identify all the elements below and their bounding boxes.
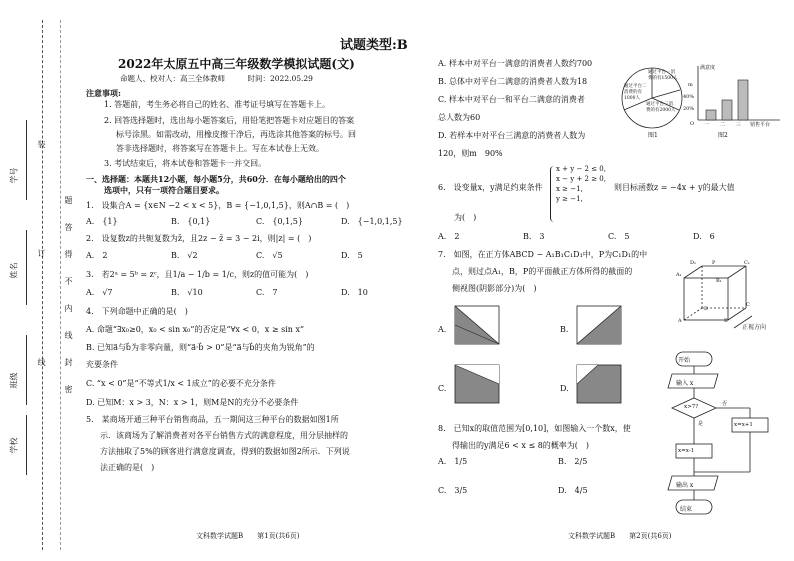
cube-label: D [704,306,709,312]
notice-line: 1. 答题前，考生务必将自己的姓名、准考证号填写在答题卡上。 [104,100,331,109]
q5-line: 5. 某商场开通三种平台销售商品，五一期间这三种平台的数据如图1所 [86,415,339,424]
number-label: 学号 [9,167,19,184]
cube-label: B [724,318,728,324]
q8-options [438,456,678,496]
seal-char: 内 [64,304,73,313]
q7-figure-b[interactable] [576,305,622,345]
q2-options [86,250,426,261]
q7-option-a[interactable]: A. [438,325,447,334]
q8-option-c[interactable]: C. 3/5 [438,486,468,495]
seal-text [63,196,75,412]
flow-start: 开始 [678,357,691,364]
cube-label: A [678,318,682,324]
q5-options [438,58,638,159]
bar-mark [722,100,732,120]
q8-line: 8. 已知x的取值范围为[0,10]，如图输入一个数x，使 [438,424,631,433]
bar-caption: 图2 [718,132,728,139]
flow-yes: 是 [698,421,704,427]
q3-stem: 3. 若2ᵃ = 5ᵇ = zᶜ，且1/a − 1/b = 1/c，则z的值可能为( ) [86,270,309,279]
flow-end: 结束 [680,506,693,513]
q3-option-d[interactable]: D. 10 [341,288,368,297]
bar-ylabel: 满意度 [700,65,716,71]
section-heading: 选项中，只有一项符合题目要求。 [104,185,224,195]
q5-option-b[interactable]: B. 总体中对平台二满意的消费者人数为18 [438,77,588,86]
notice-line: 标号涂黑。如需改动，用橡皮擦干净后，再选涂其他答案的标号。回 [116,130,356,139]
q2-option-d[interactable]: D. 5 [341,251,363,260]
q6-stem: 6. 设变量x，y满足约束条件 [438,183,543,192]
footer-right: 文科数学试题B 第2页(共6页) [568,532,672,540]
bar-origin: O [690,121,695,127]
flowchart [656,346,786,536]
q6-constraints [556,164,606,204]
cube-label: D₁ [690,260,697,266]
flow-left: x=x-1 [678,448,695,454]
flow-cond: x>7? [684,404,699,410]
bar-cat: 二 [720,122,726,128]
q2-option-c[interactable]: C. √5 [256,251,283,260]
pie-caption: 图1 [648,132,658,139]
q4-stem: 4. 下列命题中正确的是( ) [86,307,188,316]
q1-options [86,216,426,227]
q8-line: 得输出的y满足6 < x ≤ 8的概率为( ) [452,441,590,450]
q1-option-b[interactable]: B. {0,1} [171,217,211,226]
bar-tick: 20% [683,106,695,112]
notice-line: 2. 回答选择题时，选出每小题答案后，用铅笔把答题卡对应题目的答案 [104,116,355,125]
flow-input: 输入 x [676,380,694,387]
q7-option-d[interactable]: D. [560,384,569,393]
bar-tick: 40% [683,94,695,100]
flow-no: 否 [722,401,728,407]
q5-line: 方法抽取了5%的顾客进行满意度调查，得到的数据如图2所示．下列说 [100,447,350,456]
q4-option-c[interactable]: C. “x < 0”是“不等式1/x < 1成立”的必要不充分条件 [86,379,276,388]
q7-text [438,249,647,294]
q1-option-a[interactable]: A. {1} [86,217,118,226]
q7-figure-a[interactable] [454,305,500,345]
q6-constraint: x + y − 2 ≤ 0, [556,165,606,173]
seal-line [60,20,62,550]
cut-char: 线 [37,358,46,367]
test-type: 试题类型:B [340,38,408,53]
q3-option-b[interactable]: B. √10 [171,288,203,297]
class-label: 班级 [9,372,19,389]
notice-line: 答非选择题时，将答案写在答题卡上。写在本试卷上无效。 [116,144,324,153]
cut-char: 订 [37,249,46,258]
q5-line: 法正确的是( ) [100,463,155,472]
cube-label: B₁ [716,278,722,284]
q7-option-c[interactable]: C. [438,384,447,393]
cube-label: P [712,260,716,266]
footer-left: 文科数学试题B 第1页(共6页) [196,532,300,540]
pie-slice-2: 通过平台二消费的有1000人 [624,84,647,101]
q3-options [86,287,426,298]
q7-figure-c[interactable] [454,364,500,404]
q5-option-c[interactable]: C. 样本中对平台一和平台二满意的消费者 [438,95,585,104]
q8-option-d[interactable]: D. 4/5 [558,486,588,495]
q3-option-a[interactable]: A. √7 [86,288,113,297]
q1-stem: 1. 设集合A = {x∈N −2 < x < 5}，B = {−1,0,1,5}，则A∩B = ( ) [86,201,350,210]
number-blank[interactable] [26,120,27,200]
q4-option-d[interactable]: D. 已知M：x > 3，N：x > 1，则M是N的充分不必要条件 [86,398,299,407]
q5-option-d[interactable]: D. 若样本中对平台三满意的消费者人数为 [438,131,586,140]
school-label: 学校 [9,437,19,454]
q5-option-a[interactable]: A. 样本中对平台一满意的消费者人数约700 [438,59,593,68]
q6-option-c[interactable]: C. 5 [608,232,630,241]
q6-option-a[interactable]: A. 2 [438,232,460,241]
q8-text [438,423,631,451]
cube-label: C₁ [744,260,750,266]
flow-output: 输出 x [676,482,694,489]
seal-char: 得 [64,250,73,259]
q5-line: 示．该商场为了解消费者对各平台销售方式的满意程度，用分层抽样的 [100,431,348,440]
q6-constraint: x − y + 2 ≥ 0, [556,175,606,183]
seal-char: 密 [64,385,73,394]
q7-line: 点，则过点A₁，B，P的平面截正方体所得的截面的 [452,267,633,276]
section-heading: 一、选择题：本题共12小题，每小题5分，共60分．在每小题给出的四个 [86,174,346,184]
cube-figure [676,262,788,334]
pie-slice-3: 通过平台三消费的有2000人 [646,102,676,113]
cube-label: A₁ [676,272,682,278]
q1-option-d[interactable]: D. {−1,0,1,5} [341,217,403,226]
class-blank[interactable] [26,335,27,405]
seal-char: 答 [64,223,73,232]
bar-mark [738,80,748,120]
q6-constraint: x ≥ −1, [556,185,583,193]
seal-char: 封 [64,358,73,367]
name-blank[interactable] [26,230,27,305]
cut-char: 装 [37,140,46,149]
q8-option-a[interactable]: A. 1/5 [438,457,468,466]
q7-figure-d[interactable] [576,364,622,404]
seal-char: 线 [64,331,73,340]
seal-char: 不 [64,277,73,286]
pie-slice-1: 通过平台一消费的有1500人 [648,70,678,81]
bar-cat: 三 [736,122,742,128]
notice-line: 3. 考试结束后，将本试卷和答题卡一并交回。 [104,159,267,168]
bar-cat: 一 [704,122,710,128]
cut-text [36,140,48,367]
bar-tick: m [688,82,693,88]
bar-xlabel: 销售平台 [750,122,771,128]
name-label: 姓名 [9,262,19,279]
seal-char: 题 [64,196,73,205]
q6-tail2: 为( ) [454,213,477,222]
q6-options [438,231,778,242]
school-blank[interactable] [26,415,27,475]
page-title: 2022年太原五中高三年级数学模拟试题(文) [118,57,355,71]
q3-option-c[interactable]: C. 7 [256,288,278,297]
q2-option-b[interactable]: B. √2 [171,251,198,260]
q7-option-b[interactable]: B. [560,325,569,334]
q6-option-d[interactable]: D. 6 [693,232,715,241]
q6-tail: 则目标函数z = −4x + y的最大值 [614,183,735,192]
q2-option-a[interactable]: A. 2 [86,251,108,260]
q6-constraint: y ≥ −1, [556,195,583,203]
view-direction: 正视方向 [742,324,767,331]
q6-brace [550,166,554,222]
q8-option-b[interactable]: B. 2/5 [558,457,588,466]
q1-option-c[interactable]: C. {0,1,5} [256,217,303,226]
q6-option-b[interactable]: B. 3 [523,232,545,241]
notice-title: 注意事项: [86,88,121,98]
q4-option-b-cont: 充要条件 [86,360,118,369]
q7-line: 7. 如图，在正方体ABCD − A₁B₁C₁D₁中，P为C₁D₁的中 [438,250,648,259]
cube-label: C [746,302,750,308]
q7-line: 侧视图(阴影部分)为( ) [452,284,537,293]
q5-option-d-cont: 120，则m 90% [438,149,503,158]
q4-option-a[interactable]: A. 命题“∃x₀≥0，x₀ < sin x₀”的否定是“∀x < 0，x ≥ sin x” [86,325,305,334]
left-column [86,88,426,473]
subtitle: 命题人、校对人：高三全体教师 时间：2022.05.29 [120,74,313,83]
q4-option-b[interactable]: B. 已知a⃗与b⃗为非零向量，则“a⃗·b⃗ > 0”是“a⃗与b⃗的夹角为锐角”的 [86,343,315,352]
q5-option-c-cont: 总人数为60 [438,113,481,122]
q2-stem: 2. 设复数z的共轭复数为z̄，且2z − z̄ = 3 − 2i，则|z| = ( ) [86,234,312,243]
flow-right: x=x+1 [734,422,753,428]
bar-mark [706,110,716,120]
